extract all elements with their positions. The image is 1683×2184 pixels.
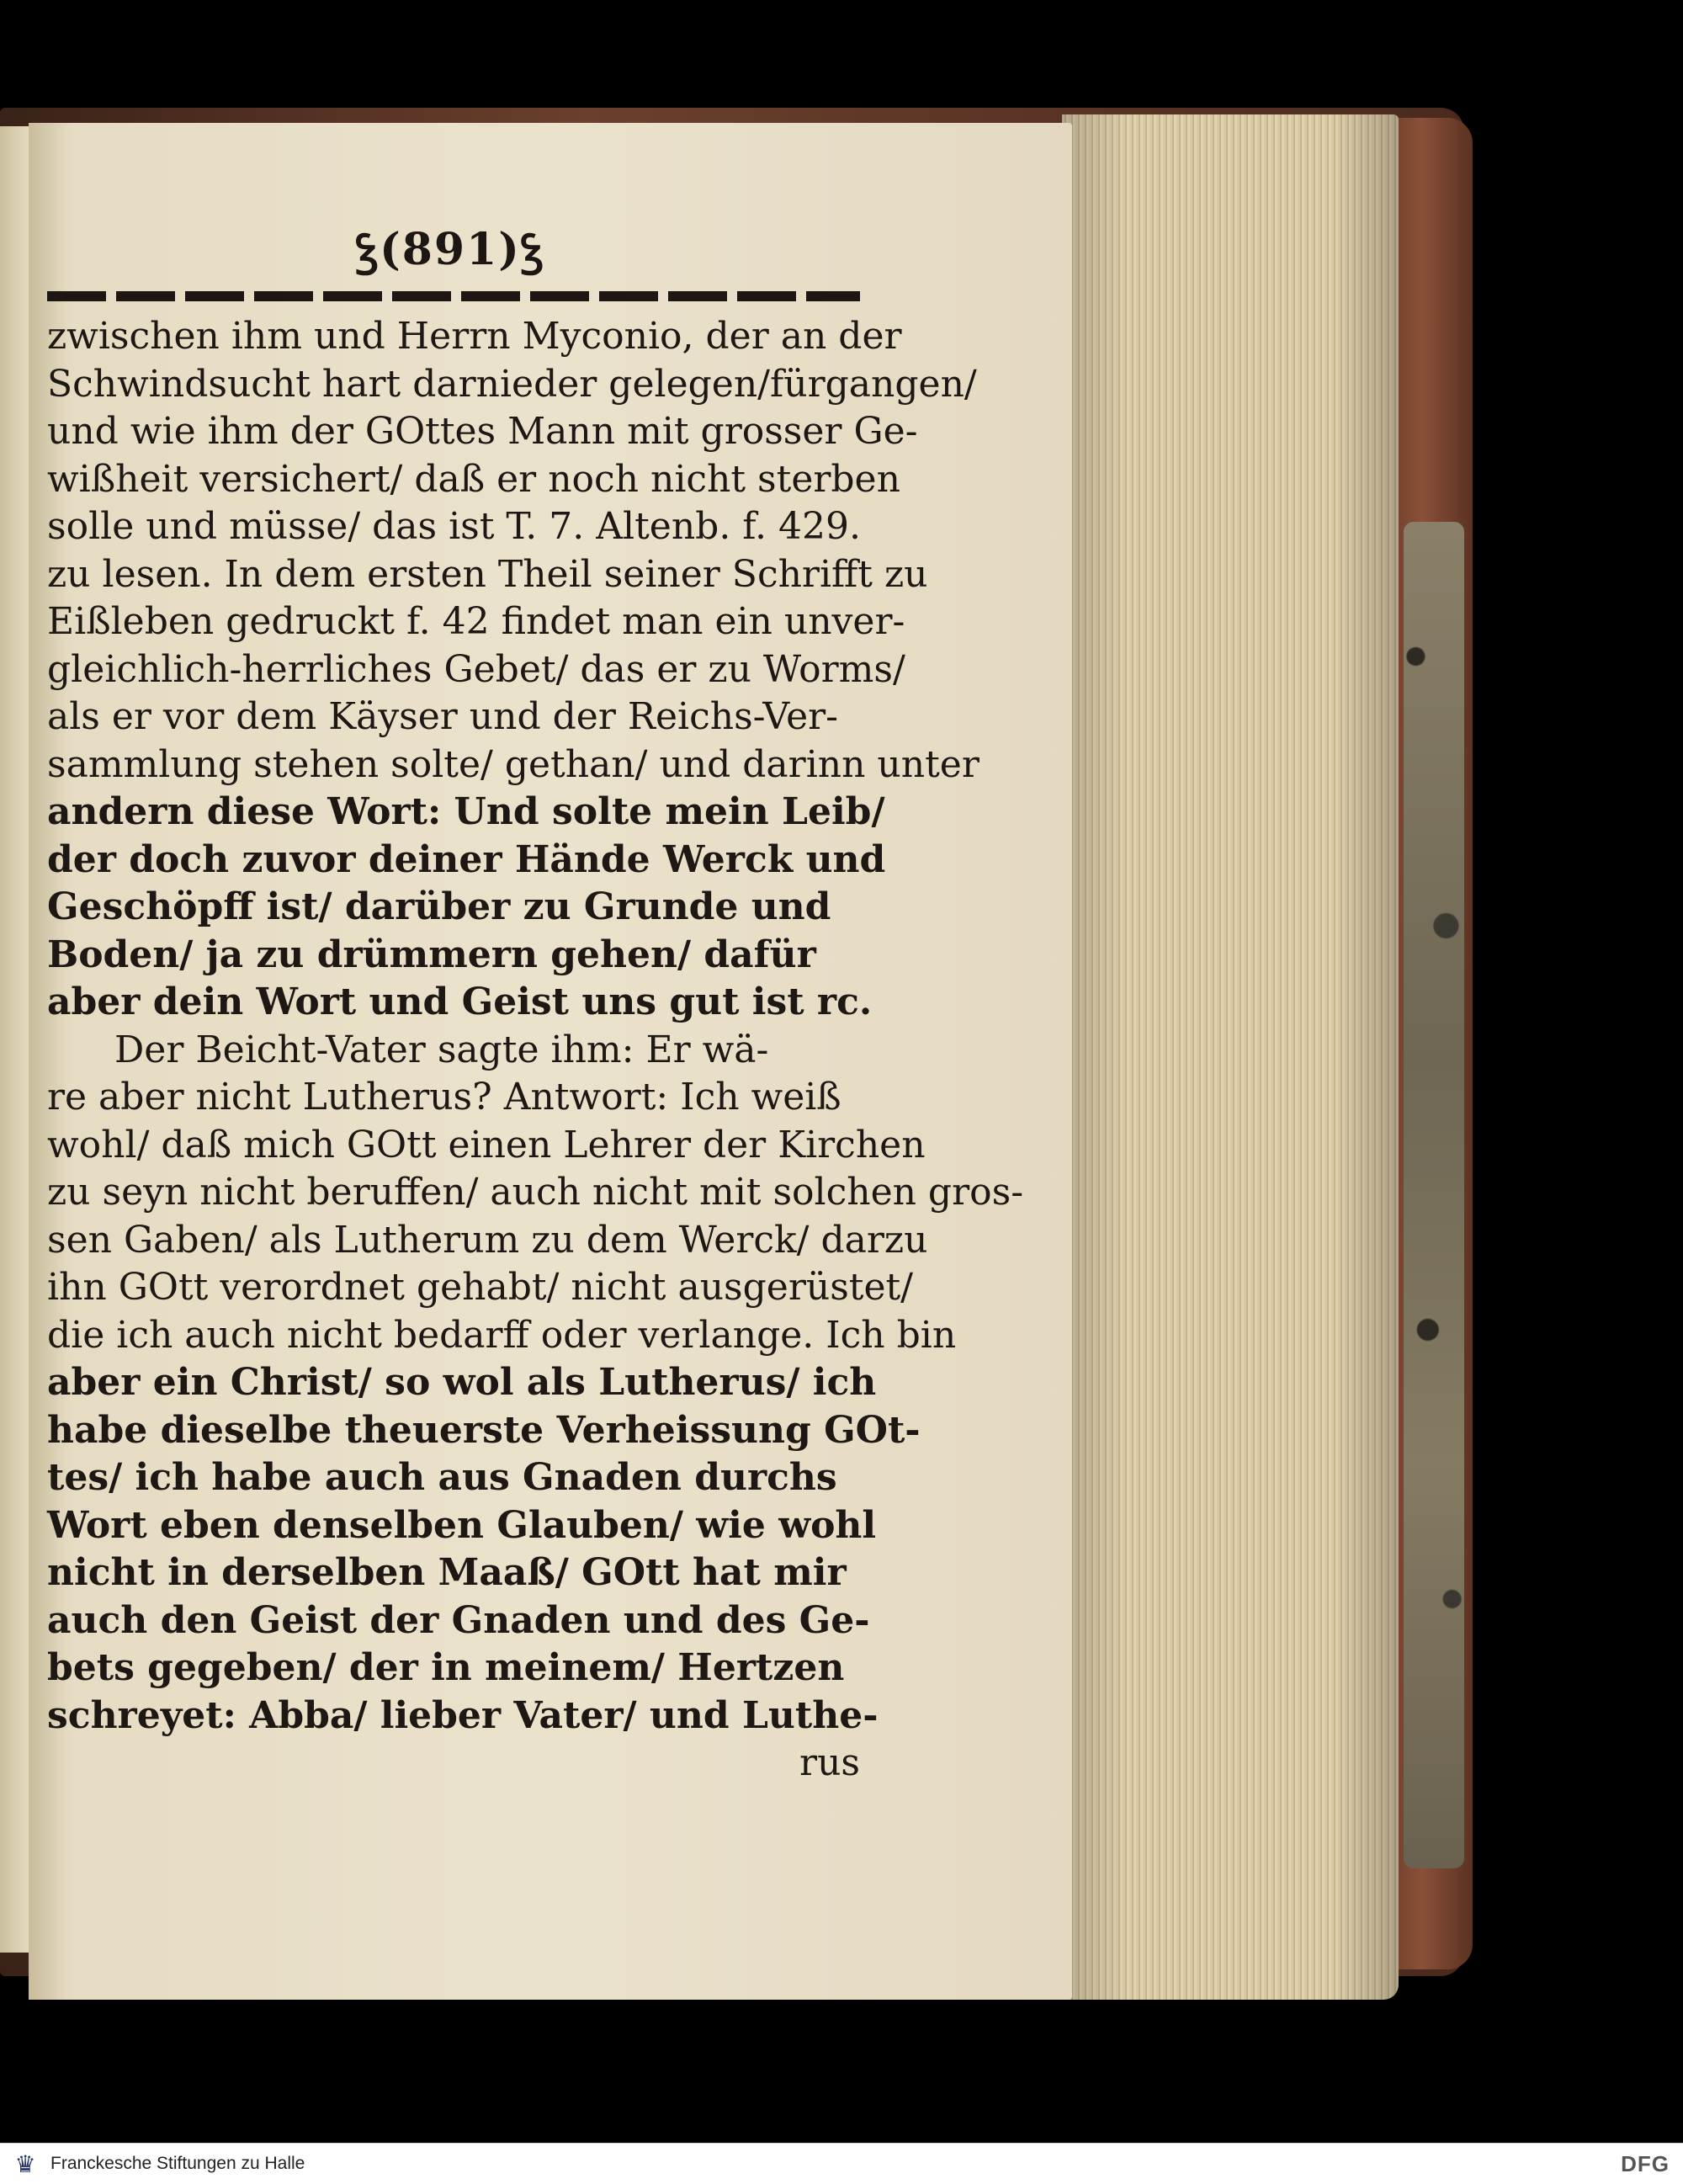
page-stack-shading: [1062, 114, 1399, 2000]
facing-page-edge: [0, 126, 29, 1953]
text-line: Wort eben denselben Glauben/ wie wohl: [47, 1503, 877, 1547]
text-line: wohl/ daß mich GOtt einen Lehrer der Kirchen: [47, 1123, 926, 1166]
viewer-footer: [0, 2143, 1683, 2184]
text-line: ihn GOtt verordnet gehabt/ nicht ausgerüstet/: [47, 1266, 913, 1309]
text-line: der doch zuvor deiner Hände Werck und: [47, 837, 886, 881]
text-line: gleichlich-herrliches Gebet/ das er zu Worms/: [47, 647, 905, 691]
text-line: Eißleben gedruckt f. 42 findet man ein unver-: [47, 600, 905, 643]
text-line: solle und müsse/ das ist T. 7. Altenb. f. 429.: [47, 505, 861, 548]
text-line: auch den Geist der Gnaden und des Ge-: [47, 1598, 870, 1642]
header-rule: [47, 291, 860, 301]
text-line: zu seyn nicht beruffen/ auch nicht mit solchen gros-: [47, 1171, 1024, 1214]
institution-crest-icon[interactable]: ♛: [14, 2149, 36, 2178]
text-line: und wie ihm der GOttes Mann mit grosser Ge-: [47, 410, 918, 453]
text-line: die ich auch nicht bedarff oder verlange. Ich bin: [47, 1313, 957, 1357]
text-line: Der Beicht-Vater sagte ihm: Er wä-: [114, 1028, 769, 1071]
text-line: wißheit versichert/ daß er noch nicht sterben: [47, 457, 900, 501]
text-line: nicht in derselben Maaß/ GOtt hat mir: [47, 1551, 847, 1594]
text-line: re aber nicht Lutherus? Antwort: Ich weiß: [47, 1076, 842, 1119]
text-line: aber dein Wort und Geist uns gut ist rc.: [47, 980, 873, 1023]
text-line: Boden/ ja zu drümmern gehen/ dafür: [47, 933, 816, 976]
text-line: andern diese Wort: Und solte mein Leib/: [47, 790, 885, 833]
text-line: Schwindsucht hart darnieder gelegen/fürgangen/: [47, 362, 977, 406]
institution-name[interactable]: Franckesche Stiftungen zu Halle: [50, 2154, 305, 2173]
text-line: als er vor dem Käyser und der Reichs-Ver-: [47, 695, 839, 738]
text-line: zu lesen. In dem ersten Theil seiner Schrifft zu: [47, 552, 928, 596]
text-line: aber ein Christ/ so wol als Lutherus/ ich: [47, 1361, 877, 1404]
text-line: schreyet: Abba/ lieber Vater/ und Luthe-: [47, 1693, 879, 1737]
text-line: tes/ ich habe auch aus Gnaden durchs: [47, 1456, 837, 1499]
text-line: habe dieselbe theuerste Verheissung GOt-: [47, 1408, 921, 1452]
funder-logo[interactable]: DFG: [1621, 2151, 1670, 2176]
text-line: zwischen ihm und Herrn Myconio, der an der: [47, 315, 902, 358]
cover-marbling: [1404, 522, 1464, 1868]
page-text: [47, 313, 1024, 1788]
page-number-header: ꝣ(891)ꝣ: [355, 224, 545, 275]
text-line: Geschöpff ist/ darüber zu Grunde und: [47, 885, 831, 928]
text-line: sammlung stehen solte/ gethan/ und darinn unter: [47, 742, 980, 786]
text-line: sen Gaben/ als Lutherum zu dem Werck/ darzu: [47, 1218, 928, 1262]
text-line: bets gegeben/ der in meinem/ Hertzen: [47, 1646, 845, 1689]
catchword: rus: [799, 1741, 860, 1784]
